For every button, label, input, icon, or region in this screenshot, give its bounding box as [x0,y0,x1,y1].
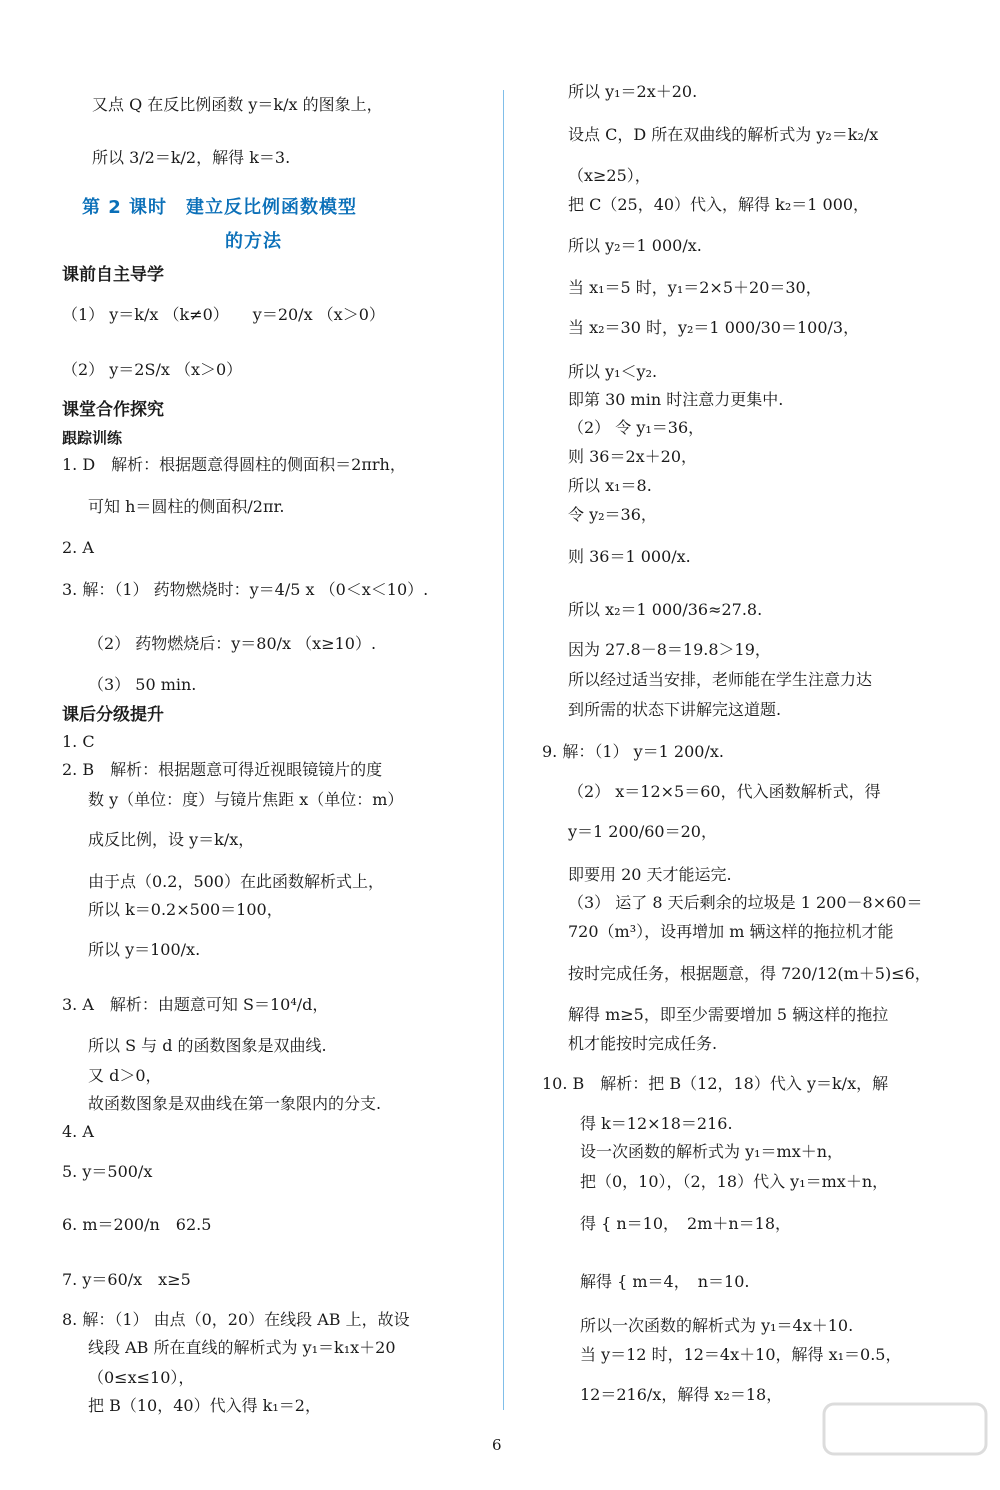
column-divider [503,90,504,1410]
text-line: 所以经过适当安排，老师能在学生注意力达 [568,670,873,689]
text-line: 故函数图象是双曲线在第一象限内的分支. [88,1094,382,1113]
text-line: 可知 h＝圆柱的侧面积/2πr. [88,497,285,516]
text-line: 所以 y＝100/x. [88,940,201,959]
text-line: 线段 AB 所在直线的解析式为 y₁＝k₁x＋20 [88,1338,396,1357]
text-line: （2） 令 y₁＝36， [568,418,705,437]
text-line: 当 y＝12 时，12＝4x＋10，解得 x₁＝0.5， [580,1345,902,1364]
text-line: 又 d＞0， [88,1066,162,1085]
text-line: 课堂合作探究 [62,400,164,420]
text-line: 到所需的状态下讲解完这道题. [568,700,782,719]
text-line: y＝1 200/60＝20， [568,822,717,841]
text-line: 2. A [62,538,94,557]
text-line: 数 y（单位：度）与镜片焦距 x（单位：m） [88,790,404,809]
text-line: 所以 3/2＝k/2，解得 k＝3. [92,148,291,167]
text-line: 解得 m≥5，即至少需要增加 5 辆这样的拖拉 [568,1005,889,1024]
text-line: 则 36＝1 000/x. [568,547,691,566]
text-line: 设点 C，D 所在双曲线的解析式为 y₂＝k₂/x [568,125,879,144]
text-line: （2） y＝2S/x （x＞0） [62,360,243,379]
page-number: 6 [492,1436,502,1454]
text-line: 3. A 解析：由题意可知 S＝10⁴/d， [62,995,329,1014]
text-line: 又点 Q 在反比例函数 y＝k/x 的图象上， [92,95,383,114]
text-line: 即要用 20 天才能运完. [568,865,732,884]
text-line: （2） x＝12×5＝60，代入函数解析式，得 [568,782,881,801]
text-line: 2. B 解析：根据题意可得近视眼镜镜片的度 [62,760,383,779]
text-line: 跟踪训练 [62,429,123,447]
text-line: 所以一次函数的解析式为 y₁＝4x＋10. [580,1316,854,1335]
text-line: （0≤x≤10）， [88,1368,195,1387]
text-line: 3. 解：（1） 药物燃烧时：y＝4/5 x （0＜x＜10）. [62,580,429,599]
text-line: 4. A [62,1122,94,1141]
text-line: （3） 50 min. [88,675,197,694]
text-line: 所以 S 与 d 的函数图象是双曲线. [88,1036,327,1055]
text-line: 所以 x₂＝1 000/36≈27.8. [568,600,763,619]
text-line: 6. m＝200/n 62.5 [62,1215,212,1234]
text-line: 则 36＝2x＋20， [568,447,698,466]
text-line: 第 2 课时 建立反比例函数模型 [82,197,358,218]
text-line: 1. C [62,732,95,751]
text-line: 设一次函数的解析式为 y₁＝mx＋n， [580,1142,844,1161]
text-line: 把（0，10），（2，18）代入 y₁＝mx＋n， [580,1172,889,1191]
text-line: 按时完成任务，根据题意，得 720/12(m＋5)≤6， [568,964,931,983]
text-line: （2） 药物燃烧后：y＝80/x （x≥10）. [88,634,377,653]
text-line: 成反比例，设 y＝k/x， [88,830,255,849]
text-line: 所以 x₁＝8. [568,476,652,495]
text-line: （1） y＝k/x （k≠0） y＝20/x （x＞0） [62,305,385,324]
text-line: 即第 30 min 时注意力更集中. [568,390,784,409]
text-line: 把 C（25，40）代入，解得 k₂＝1 000， [568,195,870,214]
text-line: （x≥25）， [568,166,651,185]
text-line: 课后分级提升 [62,705,164,725]
text-line: 课前自主导学 [62,265,164,285]
text-line: 所以 y₁＜y₂. [568,362,658,381]
text-line: 把 B（10，40）代入得 k₁＝2， [88,1396,321,1415]
text-line: 令 y₂＝36， [568,505,657,524]
text-line: 所以 y₂＝1 000/x. [568,236,702,255]
text-line: 因为 27.8－8＝19.8＞19， [568,640,771,659]
watermark-logo [820,1400,990,1485]
text-line: 7. y＝60/x x≥5 [62,1270,191,1289]
text-line: 1. D 解析：根据题意得圆柱的侧面积＝2πrh， [62,455,406,474]
text-line: 所以 y₁＝2x＋20. [568,82,698,101]
text-line: 720（m³），设再增加 m 辆这样的拖拉机才能 [568,922,894,941]
text-line: 5. y＝500/x [62,1162,153,1181]
text-line: 9. 解：（1） y＝1 200/x. [542,742,724,761]
text-line: 解得 { m＝4， n＝10. [580,1272,750,1291]
text-line: 得 k＝12×18＝216. [580,1114,733,1133]
text-line: 由于点（0.2，500）在此函数解析式上， [88,872,384,891]
text-line: 的方法 [225,231,282,252]
text-line: 当 x₂＝30 时，y₂＝1 000/30＝100/3， [568,318,860,337]
text-line: 当 x₁＝5 时，y₁＝2×5＋20＝30， [568,278,822,297]
text-line: 所以 k＝0.2×500＝100， [88,900,283,919]
text-line: 10. B 解析：把 B（12，18）代入 y＝k/x，解 [542,1074,889,1093]
text-line: 机才能按时完成任务. [568,1034,718,1053]
text-line: 得 { n＝10， 2m＋n＝18， [580,1214,792,1233]
text-line: （3） 运了 8 天后剩余的垃圾是 1 200－8×60＝ [568,893,923,912]
text-line: 12＝216/x，解得 x₂＝18， [580,1385,783,1404]
text-line: 8. 解：（1） 由点（0，20）在线段 AB 上，故设 [62,1310,410,1329]
